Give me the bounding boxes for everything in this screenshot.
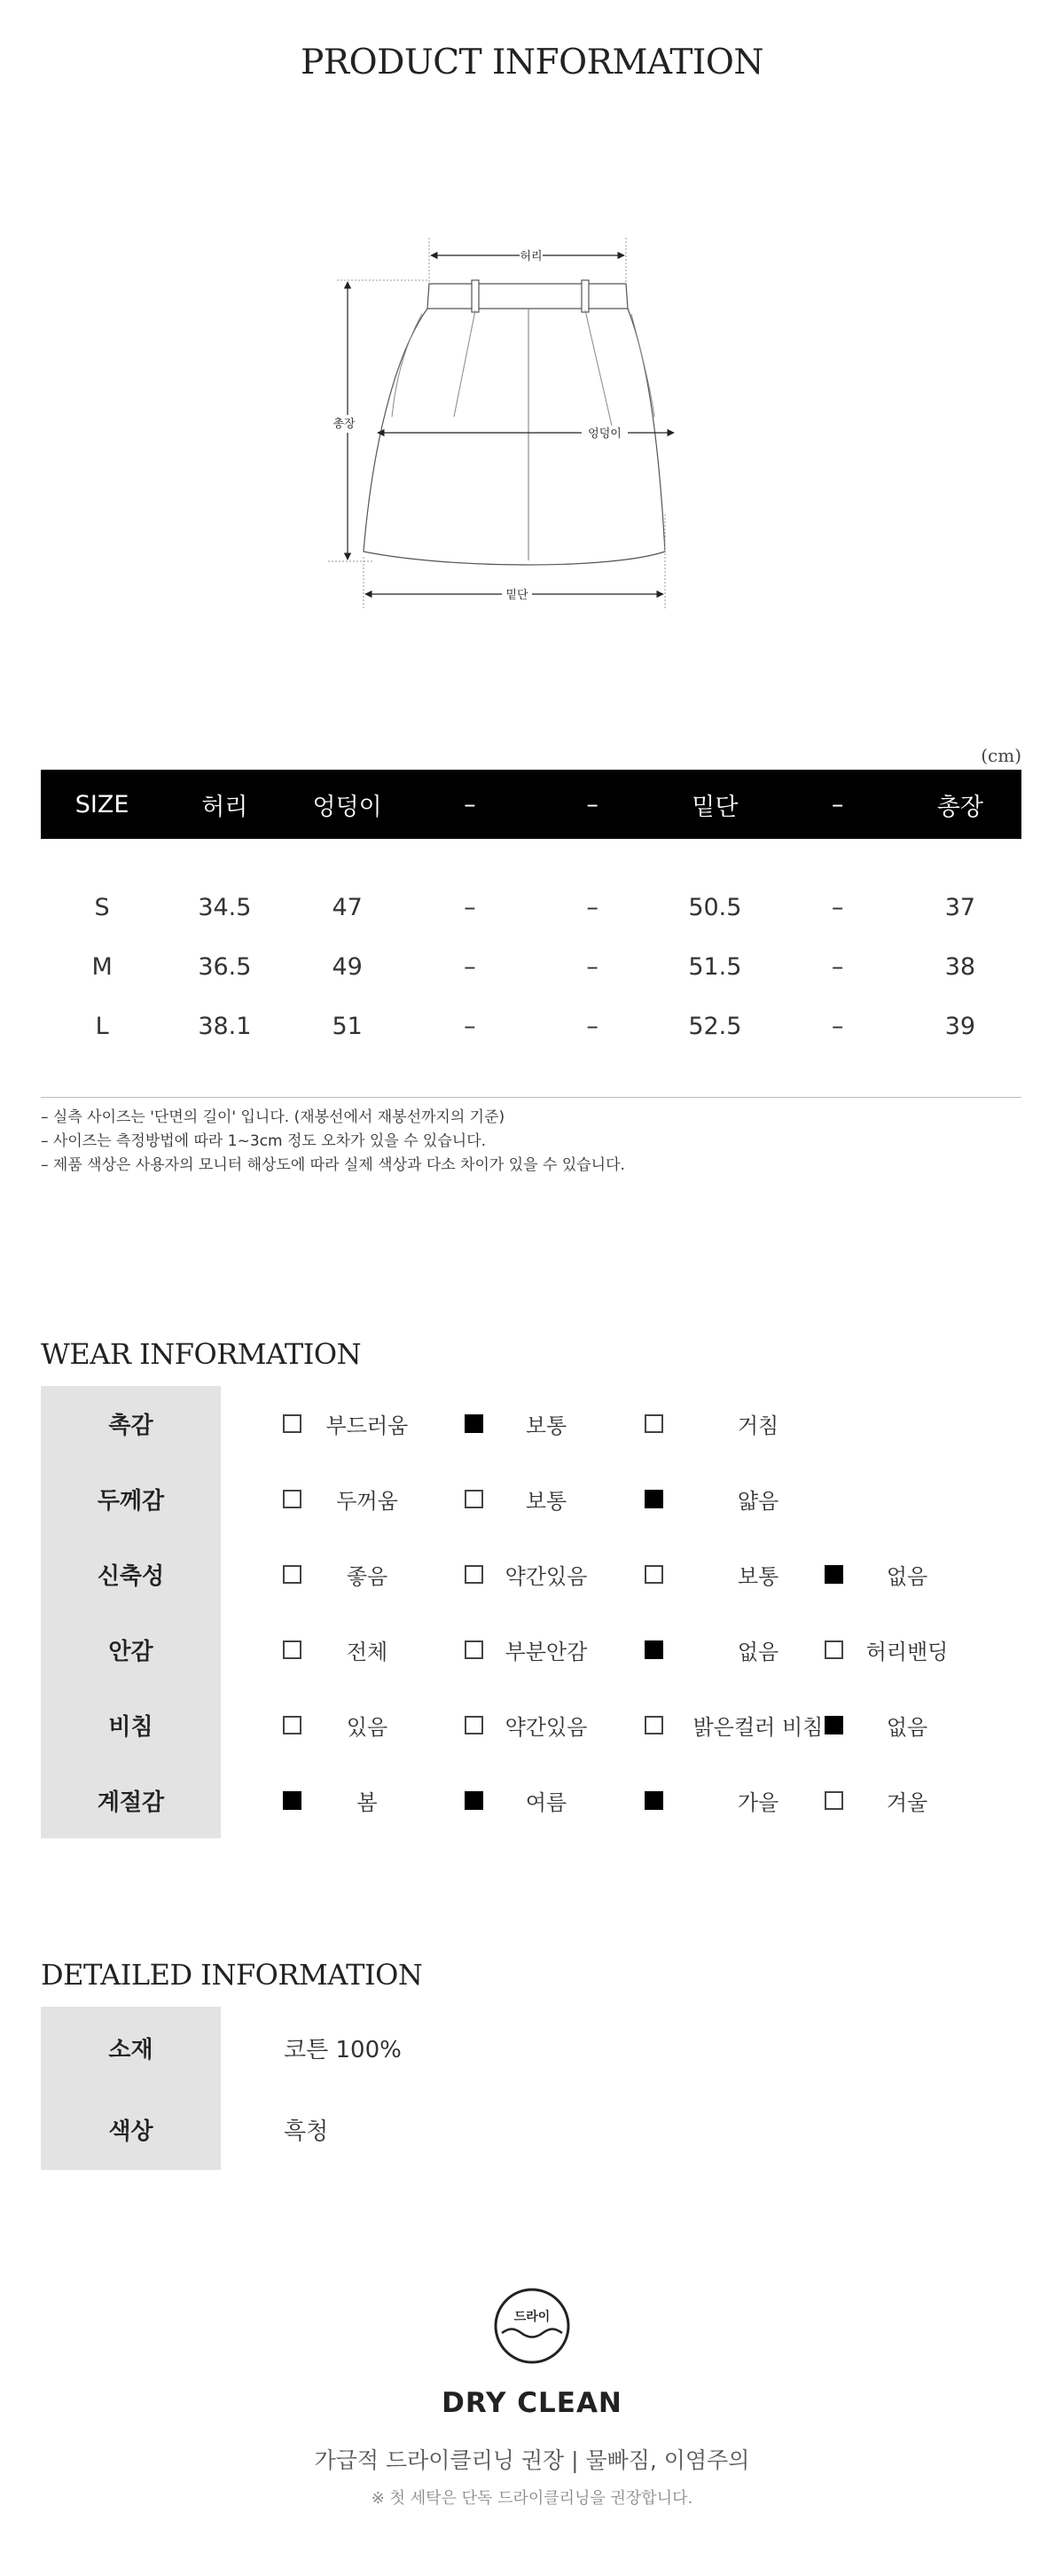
option-label: 보통 — [525, 1489, 567, 1514]
option-checkbox — [645, 1612, 663, 1687]
table-row — [41, 997, 1021, 1056]
checked-box — [645, 1640, 663, 1659]
option-label: 봄 — [356, 1790, 378, 1815]
note-line: – 사이즈는 측정방법에 따라 1~3cm 정도 오차가 있을 수 있습니다. — [41, 1132, 487, 1150]
checked-box — [465, 1791, 483, 1810]
detail-label-column — [41, 2007, 221, 2170]
option-checkbox — [465, 1763, 483, 1838]
care-note: ※ 첫 세탁은 단독 드라이클리닝을 권장합니다. — [371, 2489, 693, 2508]
option-checkbox — [825, 1612, 843, 1687]
unchecked-box — [283, 1490, 301, 1508]
option-checkbox — [465, 1687, 483, 1763]
option-label: 두꺼움 — [336, 1489, 398, 1514]
care-title: DRY CLEAN — [442, 2387, 622, 2419]
unchecked-box — [283, 1414, 301, 1433]
note-line: – 제품 색상은 사용자의 모니터 해상도에 따라 실제 색상과 다소 차이가 있을 수 있습니다. — [41, 1156, 625, 1174]
option-label: 밝은컬러 비침 — [692, 1715, 824, 1740]
length-label: 총장 — [332, 418, 356, 431]
table-cell: – — [831, 953, 844, 981]
unchecked-box — [283, 1640, 301, 1659]
table-cell: 51 — [332, 1013, 363, 1040]
header-cell: – — [464, 790, 476, 818]
checked-box — [465, 1414, 483, 1433]
option-label: 거침 — [737, 1413, 779, 1438]
table-cell: 49 — [332, 953, 363, 981]
checked-box — [645, 1490, 663, 1508]
hem-label: 밑단 — [505, 589, 528, 602]
detail-label: 색상 — [108, 2118, 153, 2145]
header-cell: 밑단 — [692, 793, 739, 821]
table-cell: M — [91, 953, 113, 981]
option-checkbox — [283, 1461, 301, 1537]
option-checkbox — [825, 1763, 843, 1838]
unchecked-box — [465, 1640, 483, 1659]
option-checkbox — [645, 1537, 663, 1612]
option-label: 좋음 — [346, 1564, 388, 1589]
wear-row — [221, 1461, 1019, 1537]
table-cell: – — [464, 1013, 476, 1040]
table-cell: – — [464, 953, 476, 981]
option-checkbox — [283, 1537, 301, 1612]
wear-row — [221, 1612, 1019, 1687]
option-checkbox — [283, 1687, 301, 1763]
skirt-diagram — [319, 222, 745, 630]
wear-section-title: WEAR INFORMATION — [41, 1337, 362, 1371]
checked-box — [645, 1791, 663, 1810]
unchecked-box — [465, 1716, 483, 1734]
table-cell: 39 — [944, 1013, 976, 1040]
wear-label: 비침 — [108, 1714, 153, 1741]
header-cell: 총장 — [936, 793, 983, 821]
unchecked-box — [465, 1490, 483, 1508]
option-label: 전체 — [346, 1640, 388, 1664]
option-checkbox — [283, 1386, 301, 1461]
header-cell: 엉덩이 — [312, 793, 382, 821]
wear-label: 안감 — [108, 1639, 153, 1665]
option-label: 없음 — [737, 1640, 779, 1664]
material-value: 코튼 100% — [284, 2036, 402, 2063]
option-label: 있음 — [346, 1715, 388, 1740]
wear-label-column — [41, 1386, 221, 1838]
unchecked-box — [283, 1716, 301, 1734]
size-table-body — [41, 878, 1021, 1056]
unchecked-box — [825, 1640, 843, 1659]
checked-box — [283, 1791, 301, 1810]
table-cell: – — [586, 1013, 598, 1040]
option-checkbox — [825, 1537, 843, 1612]
table-cell: 36.5 — [198, 953, 252, 981]
wear-label: 촉감 — [108, 1413, 153, 1439]
table-cell: 37 — [944, 894, 976, 921]
wear-row — [221, 1763, 1019, 1838]
option-checkbox — [645, 1386, 663, 1461]
checked-box — [825, 1716, 843, 1734]
option-label: 약간있음 — [505, 1564, 588, 1589]
header-cell: – — [831, 790, 844, 818]
table-cell: 34.5 — [198, 894, 252, 921]
option-checkbox — [283, 1763, 301, 1838]
table-cell: – — [586, 953, 598, 981]
size-table-header — [41, 770, 1021, 839]
table-cell: 38 — [944, 953, 976, 981]
table-cell: L — [95, 1013, 109, 1040]
unchecked-box — [283, 1565, 301, 1584]
wear-label: 신축성 — [97, 1563, 165, 1590]
table-cell: – — [831, 1013, 844, 1040]
wear-label: 두께감 — [97, 1488, 165, 1515]
option-checkbox — [283, 1612, 301, 1687]
option-label: 없음 — [886, 1715, 928, 1740]
header-cell: – — [586, 790, 598, 818]
wear-row — [221, 1386, 1019, 1461]
option-label: 허리밴딩 — [865, 1640, 949, 1664]
unchecked-box — [645, 1414, 663, 1433]
table-cell: – — [586, 894, 598, 921]
checked-box — [825, 1565, 843, 1584]
table-cell: 38.1 — [198, 1013, 252, 1040]
wear-label: 계절감 — [97, 1789, 165, 1816]
unchecked-box — [645, 1565, 663, 1584]
header-cell: SIZE — [74, 790, 129, 818]
option-label: 부드러움 — [325, 1413, 409, 1438]
care-description: 가급적 드라이클리닝 권장 | 물빠짐, 이염주의 — [314, 2447, 750, 2473]
wear-row — [221, 1687, 1019, 1763]
option-label: 보통 — [737, 1564, 779, 1589]
color-value: 흑청 — [284, 2118, 329, 2145]
unit-label: (cm) — [981, 745, 1021, 766]
detail-label: 소재 — [108, 2036, 153, 2063]
option-label: 보통 — [525, 1413, 567, 1438]
option-checkbox — [645, 1763, 663, 1838]
unchecked-box — [825, 1791, 843, 1810]
dry-clean-icon-text: 드라이 — [513, 2310, 551, 2324]
option-checkbox — [465, 1537, 483, 1612]
option-checkbox — [465, 1386, 483, 1461]
option-label: 약간있음 — [505, 1715, 588, 1740]
option-label: 가을 — [737, 1790, 779, 1815]
table-cell: – — [464, 894, 476, 921]
waist-label: 허리 — [520, 250, 543, 263]
option-label: 없음 — [886, 1564, 928, 1589]
option-label: 겨울 — [886, 1790, 928, 1815]
hip-label: 엉덩이 — [588, 427, 622, 441]
table-row — [41, 878, 1021, 937]
table-cell: 47 — [332, 894, 363, 921]
option-label: 부분안감 — [505, 1640, 588, 1664]
table-cell: 50.5 — [688, 894, 742, 921]
table-cell: S — [94, 894, 110, 921]
unchecked-box — [645, 1716, 663, 1734]
wear-row — [221, 1537, 1019, 1612]
option-label: 얇음 — [737, 1489, 779, 1514]
table-row — [41, 937, 1021, 997]
option-label: 여름 — [525, 1790, 567, 1815]
divider — [41, 1097, 1021, 1098]
option-checkbox — [465, 1461, 483, 1537]
option-checkbox — [825, 1687, 843, 1763]
option-checkbox — [645, 1461, 663, 1537]
option-checkbox — [465, 1612, 483, 1687]
size-notes — [41, 1106, 625, 1178]
table-cell: 52.5 — [688, 1013, 742, 1040]
detail-section-title: DETAILED INFORMATION — [41, 1958, 423, 1992]
header-cell: 허리 — [201, 793, 248, 821]
page-title: PRODUCT INFORMATION — [301, 43, 763, 82]
note-line: – 실측 사이즈는 '단면의 길이' 입니다. (재봉선에서 재봉선까지의 기준) — [41, 1108, 505, 1126]
table-cell: 51.5 — [688, 953, 742, 981]
dry-clean-icon — [493, 2287, 571, 2365]
table-cell: – — [831, 894, 844, 921]
option-checkbox — [645, 1687, 663, 1763]
unchecked-box — [465, 1565, 483, 1584]
